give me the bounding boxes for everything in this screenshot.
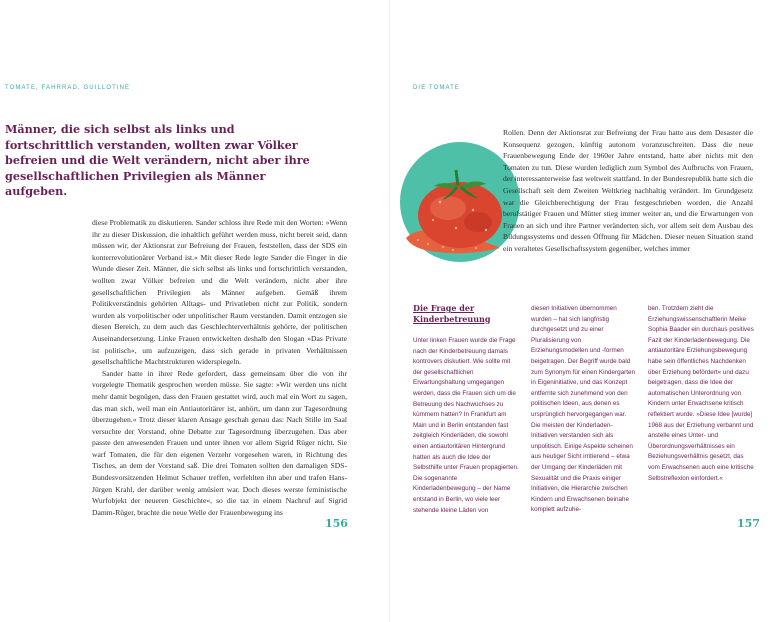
body-paragraph: Sander hatte in ihrer Rede gefordert, dass gemeinsam über die von ihr vorgelegte Thematik gesprochen werden müsse. Sie sagte: »Wir werden uns nicht mehr damit begnügen, dass den Frauen gestattet wird, auch mal ein Wort zu sagen, das man sich, weil man ein Antiautoritärer ist, anhört, um dann zur Tagesordnung überzugehen.« Trotz dieser klaren Ansage geschah genau das: Nach Stille im Saal versuchte der Vorstand, ohne Debatte zur Tagesordnung überzugehen. Das aber passte den anwesenden Frauen und unter ihnen vor allem Sigrid Rüger nicht. Sie warf Tomaten, die für den eigenen Verzehr vorgesehen waren, in Richtung des Tisches, an dem der Vorstand saß. Die drei Tomaten sollten den damaligen SDS-Bundesvorsitzenden Helmut Schauer treffen, verfehlten ihn aber und trafen Hans-Jürgen Krahl, der darüber wenig amüsiert war. Doch dieses werste feministische Wurfobjekt der neueren Geschichte«, so die taz in einem Nachruf auf Sigrid Damm-Rüger, brachte die neue Welle der Frauenbewegung ins <box>92 368 347 517</box>
box-heading <box>413 303 490 324</box>
page-number-left: 156 <box>325 517 348 530</box>
body-paragraph: diese Problematik zu diskutieren. Sander schloss ihre Rede mit den Worten: »Wenn ihr zu dieser Diskussion, die inhaltlich geführt werden muss, nicht bereit seid, dann müssen wir, der Aktionsrat zur Befreiung der Frauen, feststellen, dass der SDS ein konterrevolutionärer Verband ist.« Mit dieser Rede legte Sander die Finger in die Wunde dieser Zeit. Männer, die sich selbst als links und fortschrittlich verstanden, wollten zwar Völker befreien und die Welt verändern, nicht aber ihre gesellschaftlichen Privilegien als Männer aufgeben. Gemäß ihrem Politikverständnis gehörten Alltags- und Privatleben nicht zur Politik, sondern wurden als vorpolitischer oder unpolitischer Raum verstanden. Damit entzogen sie diesen Bereich, zu dem auch das Geschlechterverhältnis gehörte, der politischen Auseinandersetzung. Linke Frauen entwickelten deshalb den Slogan »Das Private ist politisch«, um aufzuzeigen, dass sich gerade in privaten Verhältnissen gesellschaftliche Machtstrukturen widerspiegeln. <box>92 218 347 367</box>
page-number-right: 157 <box>737 517 760 530</box>
page-gutter <box>389 0 390 622</box>
box-column-1: Unter linken Frauen wurde die Frage nach der Kinderbetreuung damals kontrovers diskutiert. Wie sollte mit der gesellschaftlichen Erwartungshaltung umgegangen werden, dass die Frauen sich um die Betreuung des Nachwuchses zu kümmern hatten? In Frankfurt am Main und in Berlin entstanden fast zeitgleich Kinderläden, die sowohl einen antiautoritären Hintergrund hatten als auch die Idee der Selbsthilfe unter Frauen propagierten. Die sogenannte Kinderladenbewegung – der Name entstand in Berlin, wo viele leer stehende kleine Läden von <box>413 337 519 514</box>
right-top-text <box>503 127 753 255</box>
pull-quote: Männer, die sich selbst als links und fortschrittlich verstanden, wollten zwar Völker befreien und die Welt verändern, nicht aber ihre gesellschaftlichen Privilegien als Männer aufgeben. <box>5 122 310 199</box>
left-body-text <box>92 217 347 518</box>
running-head-left: TOMATE, FAHRRAD, GUILLOTINE <box>5 85 131 91</box>
box-heading-line: Kinderbetreuung <box>413 313 491 324</box>
running-head-right: DIE TOMATE <box>413 85 461 91</box>
tomato-body <box>418 182 502 248</box>
box-column-3: ben. Trotzdem zieht die Erziehungswissenschaftlerin Meike Sophia Baader ein durchaus positives Fazit der Kinderladenbewegung. Die antiautoritäre Erziehungsbewegung habe sein öffentliches Nachdenken über Erziehung befördert« und dazu beigetragen, dass die Idee der automatischen Unterordnung von Kindern unter Erwachsene kritisch reflektiert wurde. »Diese Idee [wurde] 1968 aus der Erziehung verbannt und anstelle eines Unter- und Überordnungsverhältnisses ein Beziehungsverhältnis gesetzt, das vom Erwachsenen auch eine kritische Selbstreflexion einfordert.« <box>648 305 754 482</box>
box-column-2: diesen Initiativen übernommen wurden – hat sich langfristig durchgesetzt und zu einer Pluralisierung von Erziehungsmodellen und -formen beigetragen. Der Begriff wurde bald zum Synonym für einen Kindergarten in Eigeninitiative, und das Konzept entfernte sich zunehmend von den politischen Ideen, aus denen es ursprünglich hervorgegangen war. Die meisten der Kinderladen-Initiativen verstanden sich als unpolitisch. Einige Aspekte scheinen aus heutiger Sicht irritierend – etwa der Umgang der Kinderläden mit Sexualität und die Praxis einiger Initiativen, die Hierarchie zwischen Kindern und Erwachsenen beinahe komplett aufzuhe- <box>531 305 635 514</box>
body-paragraph: Rollen. Denn der Aktionsrat zur Befreiung der Frau hatte aus dem Desaster die Konsequenz gezogen, künftig autonom voranzuschreiten. Dass die neue Frauenbewegung Ende der 1960er Jahre entstand, hatte aber nichts mit den Tomaten zu tun. Diese wurden lediglich zum Symbol des Aufbruchs von Frauen, der interessanterweise fast weltweit stattfand. In der Bundesrepublik hatte sich die Gesellschaft seit dem Zweiten Weltkrieg nachhaltig verändert. Im Grundgesetz war die Gleichberechtigung der Frau festgeschrieben worden, die Anzahl berufstätiger Frauen und Mütter stieg immer weiter an, und die Erwartungen von Frauen an sich und ihre Partner veränderten sich, vor allem seit dem Ausbau des Bildungssystems und dessen Öffnung für Mädchen. Dieser neuen Situation stand ein veraltetes Gesellschaftssystem gegenüber, welches immer <box>503 128 753 253</box>
box-heading-line: Die Frage der <box>413 303 475 313</box>
